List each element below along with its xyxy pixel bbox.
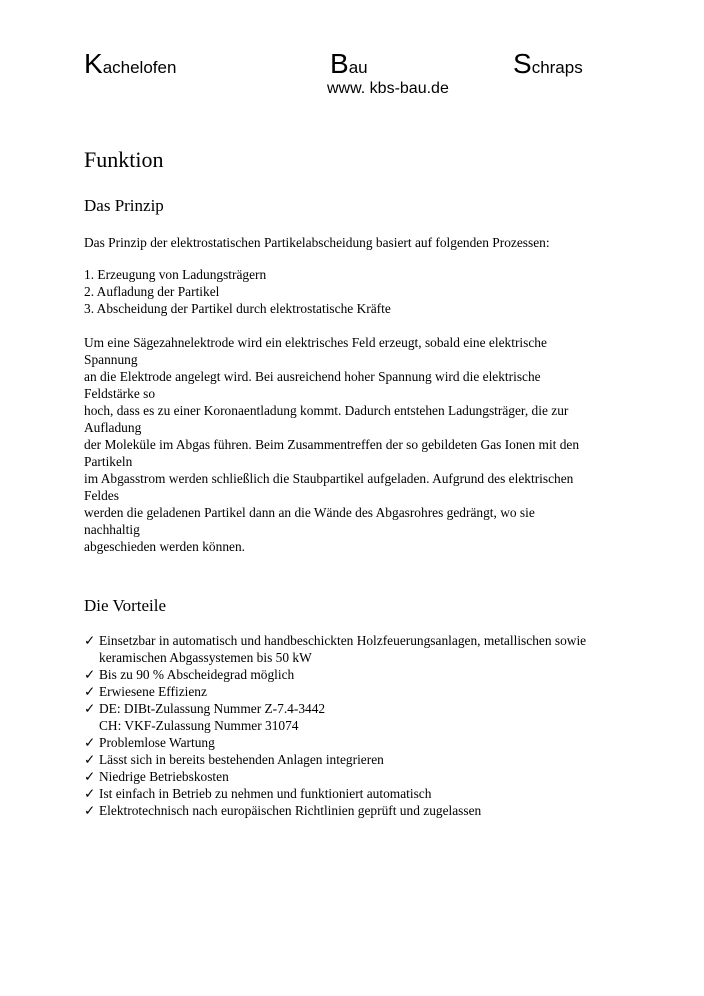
principle-steps	[84, 266, 391, 317]
checkmark-icon: ✓	[84, 667, 96, 682]
advantage-item	[84, 700, 586, 734]
advantage-item	[84, 768, 586, 785]
header-rest: achelofen	[102, 58, 177, 77]
advantage-item	[84, 666, 586, 683]
advantages-list	[84, 632, 586, 819]
advantage-text: Bis zu 90 % Abscheidegrad möglich	[99, 667, 295, 682]
advantage-text: Lässt sich in bereits bestehenden Anlagen integrieren	[99, 752, 384, 767]
header-website: www. kbs-bau.de	[327, 80, 449, 97]
paragraph-line: Um eine Sägezahnelektrode wird ein elektrisches Feld erzeugt, sobald eine elektrische	[84, 335, 547, 350]
header-initial: B	[330, 48, 349, 79]
checkmark-icon: ✓	[84, 633, 96, 648]
checkmark-icon: ✓	[84, 684, 96, 699]
paragraph-line: Feldstärke so	[84, 386, 156, 401]
advantage-item	[84, 632, 586, 666]
page-title: Funktion	[84, 147, 164, 172]
principle-step: 3. Abscheidung der Partikel durch elektrostatische Kräfte	[84, 301, 391, 316]
advantage-continuation: CH: VKF-Zulassung Nummer 31074	[99, 718, 299, 733]
advantage-text: Einsetzbar in automatisch und handbeschickten Holzfeuerungsanlagen, metallischen sowie	[99, 633, 587, 648]
advantage-text: Elektrotechnisch nach europäischen Richtlinien geprüft und zugelassen	[99, 803, 482, 818]
checkmark-icon: ✓	[84, 752, 96, 767]
header-initial: S	[513, 48, 532, 79]
paragraph-line: an die Elektrode angelegt wird. Bei ausreichend hoher Spannung wird die elektrische	[84, 369, 541, 384]
paragraph-line: der Moleküle im Abgas führen. Beim Zusammentreffen der so gebildeten Gas Ionen mit den	[84, 437, 580, 452]
header-initial: K	[84, 48, 103, 79]
advantage-continuation: keramischen Abgassystemen bis 50 kW	[99, 650, 312, 665]
checkmark-icon: ✓	[84, 701, 96, 716]
advantage-text: Erwiesene Effizienz	[99, 684, 207, 699]
paragraph-line: hoch, dass es zu einer Koronaentladung kommt. Dadurch entstehen Ladungsträger, die zur	[84, 403, 569, 418]
checkmark-icon: ✓	[84, 735, 96, 750]
checkmark-icon: ✓	[84, 769, 96, 784]
header-word-kachelofen	[84, 50, 176, 78]
advantage-item	[84, 734, 586, 751]
header-rest: chraps	[531, 58, 583, 77]
paragraph-line: Feldes	[84, 488, 119, 503]
header-rest: au	[348, 58, 368, 77]
paragraph-line: abgeschieden werden können.	[84, 539, 245, 554]
advantage-text: Ist einfach in Betrieb zu nehmen und funktioniert automatisch	[99, 786, 432, 801]
header-word-schraps	[513, 50, 583, 78]
paragraph-line: nachhaltig	[84, 522, 140, 537]
paragraph-line: Aufladung	[84, 420, 142, 435]
paragraph-line: Spannung	[84, 352, 138, 367]
advantage-item	[84, 683, 586, 700]
principle-step: 2. Aufladung der Partikel	[84, 284, 220, 299]
paragraph-line: werden die geladenen Partikel dann an die Wände des Abgasrohres gedrängt, wo sie	[84, 505, 535, 520]
advantage-text: Niedrige Betriebskosten	[99, 769, 229, 784]
advantage-item	[84, 802, 586, 819]
advantage-text: Problemlose Wartung	[99, 735, 215, 750]
paragraph-line: Partikeln	[84, 454, 133, 469]
header-word-bau	[330, 50, 368, 78]
section-heading-principle: Das Prinzip	[84, 196, 164, 215]
advantage-text: DE: DIBt-Zulassung Nummer Z-7.4-3442	[99, 701, 326, 716]
checkmark-icon: ✓	[84, 803, 96, 818]
checkmark-icon: ✓	[84, 786, 96, 801]
section-heading-advantages: Die Vorteile	[84, 596, 166, 615]
principle-paragraph	[84, 334, 579, 555]
advantage-item	[84, 751, 586, 768]
principle-intro: Das Prinzip der elektrostatischen Partikelabscheidung basiert auf folgenden Prozessen:	[84, 235, 550, 250]
paragraph-line: im Abgasstrom werden schließlich die Staubpartikel aufgeladen. Aufgrund des elektrischen	[84, 471, 574, 486]
principle-step: 1. Erzeugung von Ladungsträgern	[84, 267, 267, 282]
advantage-item	[84, 785, 586, 802]
